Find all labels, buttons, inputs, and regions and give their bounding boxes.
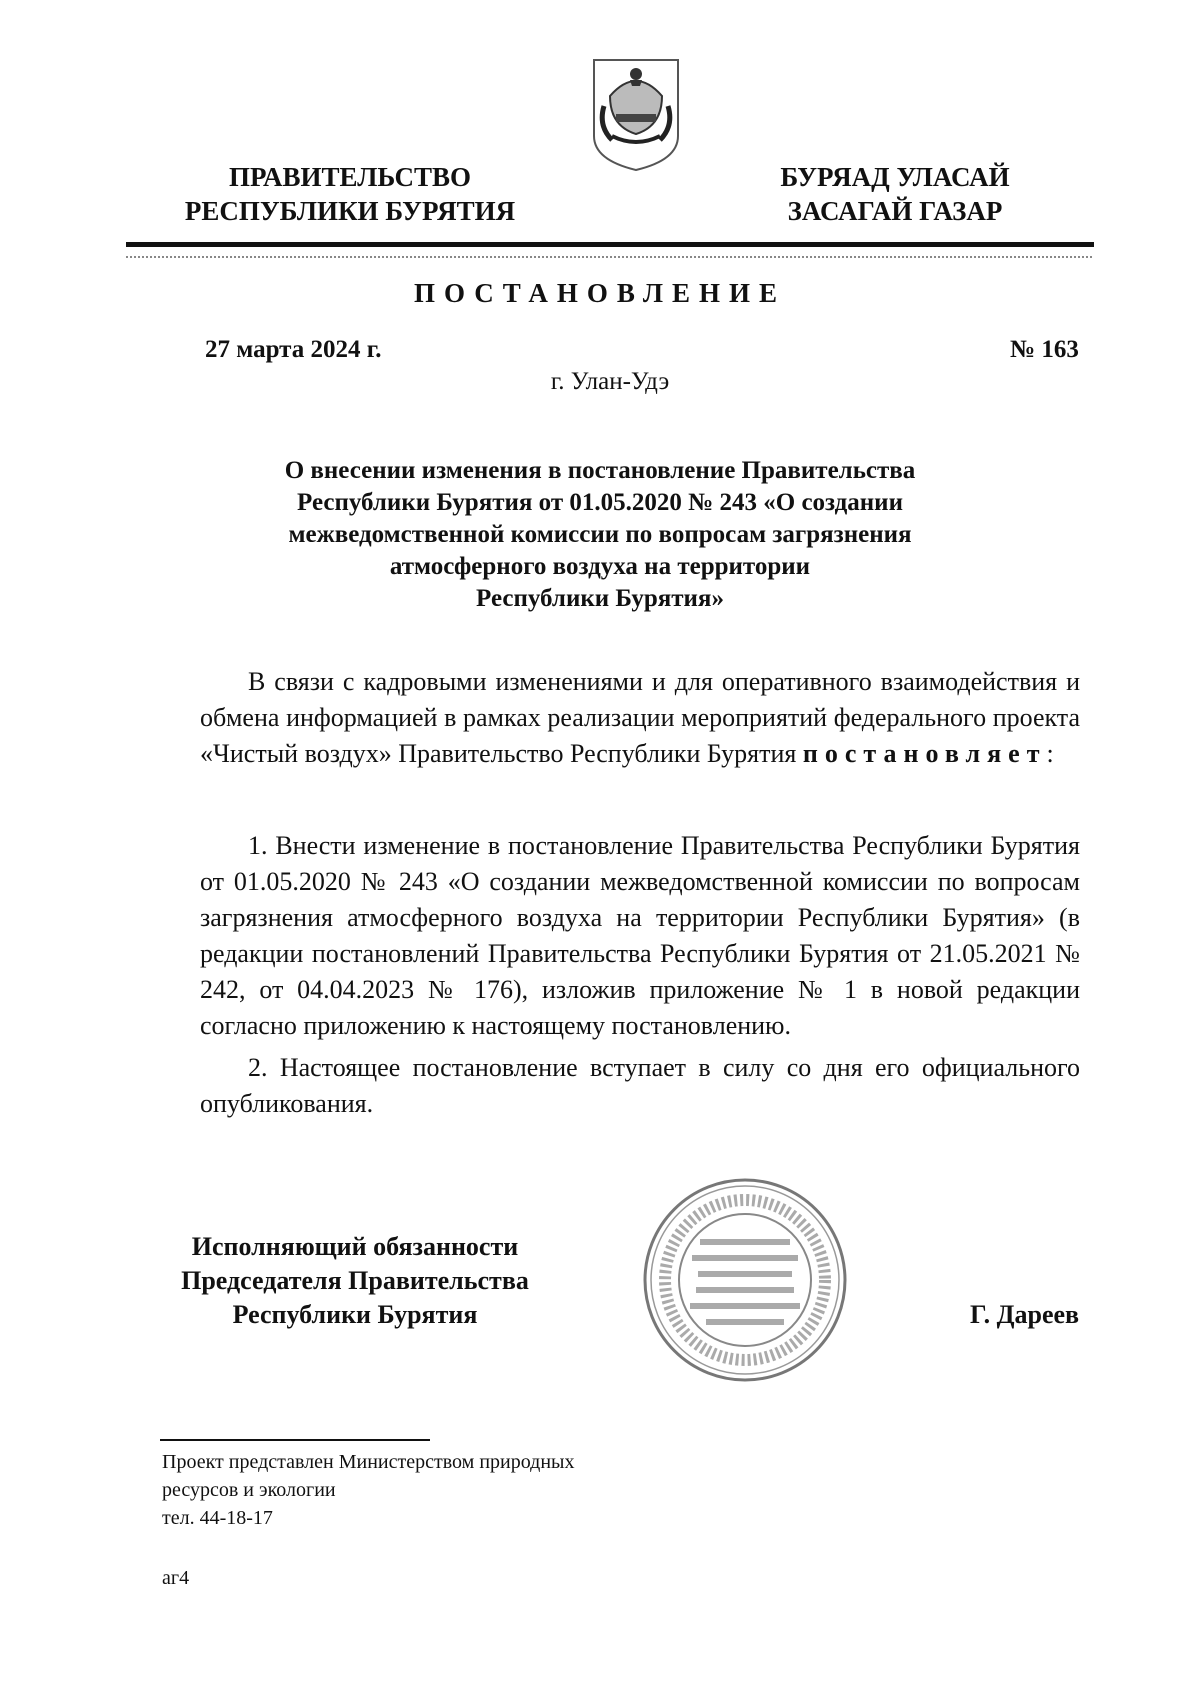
- paragraph-item-1: 1. Внести изменение в постановление Правительства Республики Бурятия от 01.05.2020 № 243 «О создании межведомственной комиссии по вопросам загрязнения атмосферного воздуха на территории Республики Бурятия» (в редакции постановлений Правительства Республики Бурятия от 21.05.2021 № 242, от 04.04.2023 № 176), изложив приложение № 1 в новой редакции согласно приложению к настоящему постановлению.: [200, 831, 1080, 1040]
- signature-line2: Председателя Правительства: [181, 1266, 529, 1295]
- header-left: [160, 160, 540, 228]
- header-left-line2: РЕСПУБЛИКИ БУРЯТИЯ: [184, 196, 516, 226]
- footer-phone: тел. 44-18-17: [162, 1507, 273, 1529]
- official-seal-icon: [640, 1175, 850, 1385]
- signature-line3: Республики Бурятия: [232, 1300, 478, 1329]
- title-line: Республики Бурятия от 01.05.2020 № 243 «О создании: [297, 489, 903, 516]
- footer-line1: Проект представлен Министерством природных: [162, 1451, 575, 1473]
- header-right-line2: ЗАСАГАЙ ГАЗАР: [787, 196, 1003, 226]
- footer-note: [162, 1448, 574, 1532]
- title-line: О внесении изменения в постановление Правительства: [284, 457, 916, 484]
- document-type: ПОСТАНОВЛЕНИЕ: [413, 278, 787, 308]
- paragraph-item-2: 2. Настоящее постановление вступает в силу со дня его официального опубликования.: [200, 1053, 1080, 1118]
- signature-line1: Исполняющий обязанности: [191, 1232, 519, 1261]
- document-code: аг4: [162, 1567, 190, 1589]
- title-line: Республики Бурятия»: [476, 585, 724, 612]
- header-right-line1: БУРЯАД УЛАСАЙ: [780, 162, 1010, 192]
- paragraph-preamble: [200, 664, 1080, 772]
- signatory-name: Г. Дареев: [970, 1300, 1080, 1329]
- header-left-line1: ПРАВИТЕЛЬСТВО: [228, 162, 472, 192]
- footer-rule: [160, 1439, 430, 1441]
- signature-position: [155, 1230, 555, 1332]
- preamble-end: :: [1046, 739, 1054, 768]
- coat-of-arms-icon: [590, 56, 682, 174]
- title-line: атмосферного воздуха на территории: [389, 553, 811, 580]
- footer-line2: ресурсов и экологии: [162, 1479, 336, 1501]
- header-rule: [126, 242, 1094, 247]
- header-right: [740, 160, 1050, 228]
- document-title: [200, 455, 1000, 615]
- document-date: 27 марта 2024 г.: [205, 336, 382, 363]
- preamble-text: В связи с кадровыми изменениями и для оперативного взаимодействия и обмена информацией в рамках реализации мероприятий федерального проекта «Чистый воздух» Правительство Республики Бурятия: [200, 667, 1080, 768]
- preamble-keyword: постановляет: [802, 739, 1047, 768]
- document-city: г. Улан-Удэ: [550, 368, 670, 395]
- header-rule-dotted: [126, 256, 1094, 258]
- document-number: № 163: [1010, 336, 1079, 363]
- title-line: межведомственной комиссии по вопросам загрязнения: [288, 521, 912, 548]
